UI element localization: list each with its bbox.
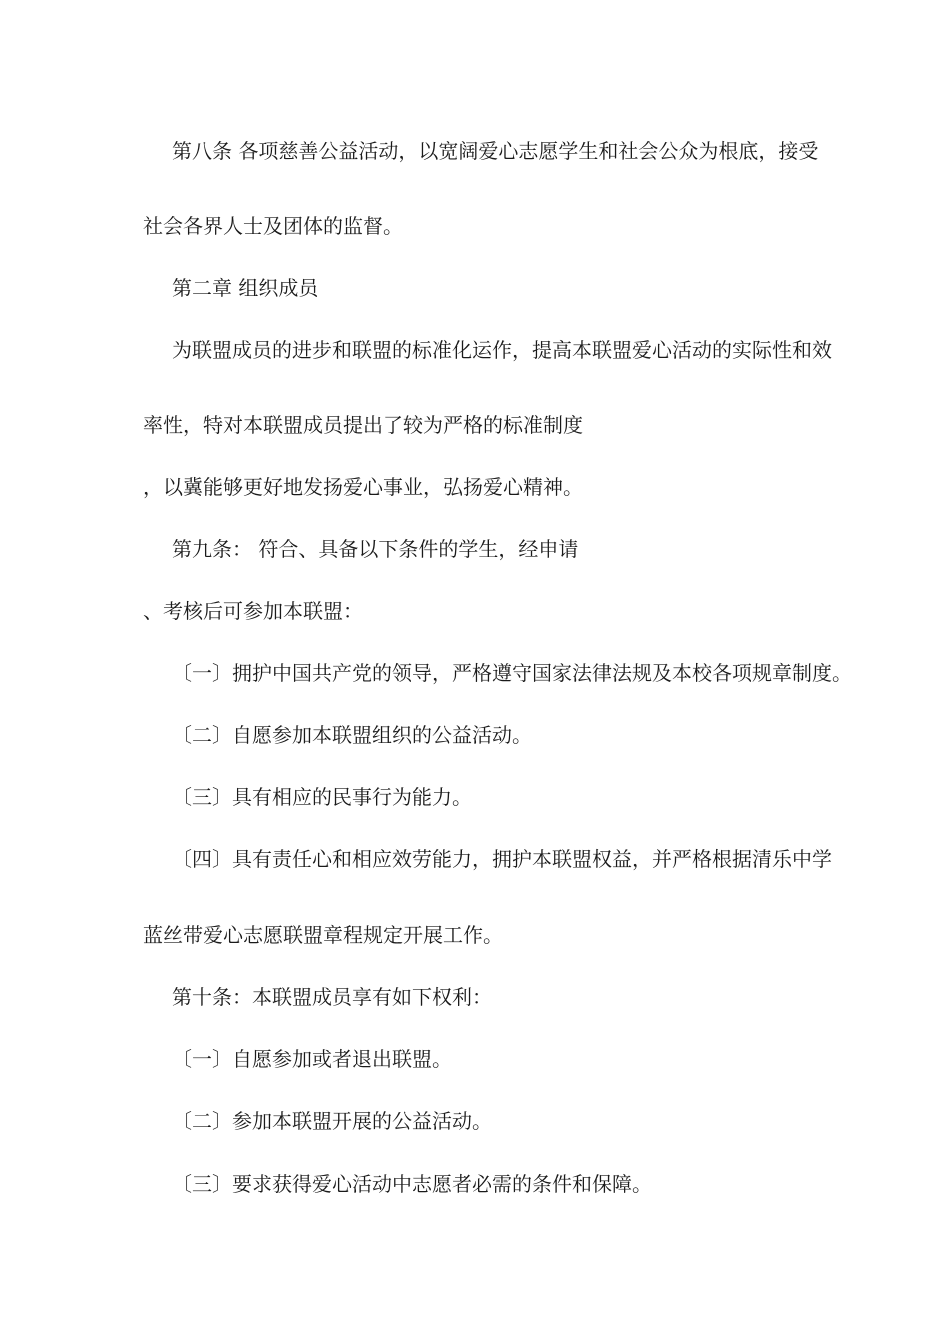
- article-9-item-4-line-2: 蓝丝带爱心志愿联盟章程规定开展工作。: [143, 923, 503, 947]
- article-9-line-1: 第九条： 符合、具备以下条件的学生，经申请: [172, 537, 579, 561]
- intro-line-2: 率性，特对本联盟成员提出了较为严格的标准制度: [143, 413, 583, 437]
- article-9-line-2: 、考核后可参加本联盟：: [143, 599, 363, 623]
- chapter-2-heading: 第二章 组织成员: [172, 276, 319, 300]
- article-9-item-1: 〔一〕拥护中国共产党的领导，严格遵守国家法律法规及本校各项规章制度。: [172, 661, 852, 685]
- intro-line-3: ，以冀能够更好地发扬爱心事业，弘扬爱心精神。: [143, 475, 583, 499]
- article-8-line-2: 社会各界人士及团体的监督。: [143, 214, 403, 238]
- article-9-item-2: 〔二〕自愿参加本联盟组织的公益活动。: [172, 723, 532, 747]
- article-9-item-4-line-1: 〔四〕具有责任心和相应效劳能力，拥护本联盟权益，并严格根据清乐中学: [172, 847, 832, 871]
- article-10-item-1: 〔一〕自愿参加或者退出联盟。: [172, 1047, 452, 1071]
- article-10-item-2: 〔二〕参加本联盟开展的公益活动。: [172, 1109, 492, 1133]
- article-10-heading: 第十条：本联盟成员享有如下权利：: [172, 985, 492, 1009]
- article-9-item-3: 〔三〕具有相应的民事行为能力。: [172, 785, 472, 809]
- intro-line-1: 为联盟成员的进步和联盟的标准化运作，提高本联盟爱心活动的实际性和效: [172, 338, 832, 362]
- article-8-line-1: 第八条 各项慈善公益活动，以宽阔爱心志愿学生和社会公众为根底，接受: [172, 139, 819, 163]
- article-10-item-3: 〔三〕要求获得爱心活动中志愿者必需的条件和保障。: [172, 1172, 652, 1196]
